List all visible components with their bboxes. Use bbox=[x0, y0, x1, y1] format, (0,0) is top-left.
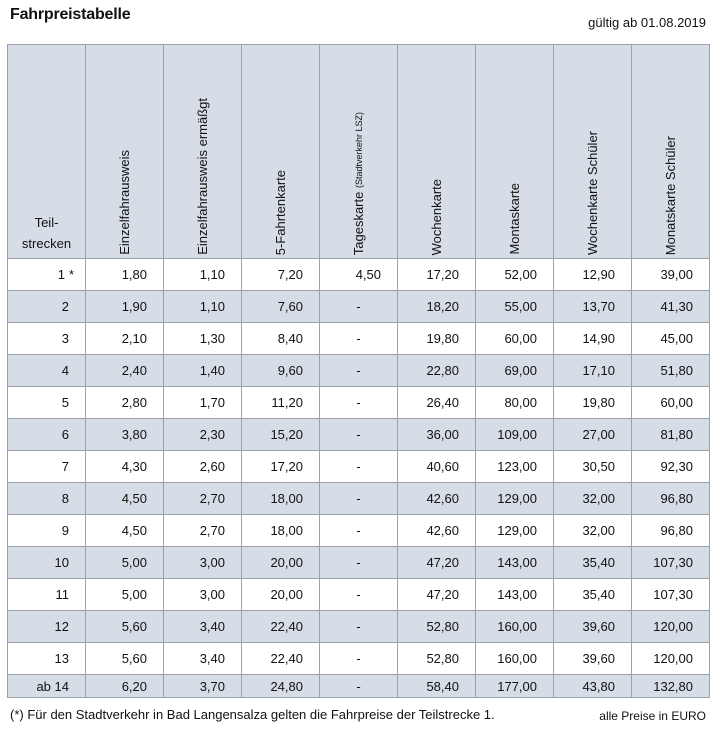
teilstrecke-cell bbox=[8, 547, 86, 579]
price-cell: 27,00 bbox=[554, 419, 632, 451]
teilstrecke-cell bbox=[8, 291, 86, 323]
column-header-montaskarte bbox=[476, 45, 554, 259]
price-cell: 3,00 bbox=[164, 547, 242, 579]
price-cell: 42,60 bbox=[398, 483, 476, 515]
price-cell: 5,00 bbox=[86, 579, 164, 611]
price-cell: 39,00 bbox=[632, 259, 710, 291]
teilstrecke-cell bbox=[8, 515, 86, 547]
column-header-wochenkarte bbox=[398, 45, 476, 259]
price-cell: 26,40 bbox=[398, 387, 476, 419]
price-cell: 3,70 bbox=[164, 675, 242, 698]
price-cell: 5,60 bbox=[86, 611, 164, 643]
price-cell: 96,80 bbox=[632, 483, 710, 515]
price-cell: 8,40 bbox=[242, 323, 320, 355]
price-cell: 1,10 bbox=[164, 291, 242, 323]
price-cell: 3,00 bbox=[164, 579, 242, 611]
teil-header-line1: Teil- bbox=[34, 215, 59, 230]
price-cell: 2,10 bbox=[86, 323, 164, 355]
teilstrecke-cell bbox=[8, 451, 86, 483]
teilstrecke-cell bbox=[8, 643, 86, 675]
column-header-5-fahrtenkarte bbox=[242, 45, 320, 259]
teilstrecke-cell bbox=[8, 675, 86, 698]
teilstrecke-value: 13 bbox=[54, 651, 69, 666]
price-cell: 18,20 bbox=[398, 291, 476, 323]
price-cell: 17,10 bbox=[554, 355, 632, 387]
price-cell: 107,30 bbox=[632, 579, 710, 611]
price-cell: 22,40 bbox=[242, 643, 320, 675]
teilstrecke-value: 2 bbox=[61, 299, 69, 314]
teilstrecke-cell: 1 * bbox=[8, 259, 86, 291]
table-row bbox=[8, 355, 710, 387]
price-cell: 40,60 bbox=[398, 451, 476, 483]
price-cell: 19,80 bbox=[554, 387, 632, 419]
price-cell: 30,50 bbox=[554, 451, 632, 483]
price-cell: 22,80 bbox=[398, 355, 476, 387]
price-cell: 18,00 bbox=[242, 515, 320, 547]
price-cell: 2,80 bbox=[86, 387, 164, 419]
price-cell: 35,40 bbox=[554, 547, 632, 579]
price-cell: 80,00 bbox=[476, 387, 554, 419]
teilstrecke-value: 4 bbox=[61, 363, 69, 378]
fare-table-body bbox=[8, 259, 710, 698]
price-cell: 55,00 bbox=[476, 291, 554, 323]
price-cell: 24,80 bbox=[242, 675, 320, 698]
price-cell: 32,00 bbox=[554, 515, 632, 547]
teilstrecke-cell bbox=[8, 611, 86, 643]
column-header-einzelfahrausweis-ermaessigt bbox=[164, 45, 242, 259]
price-cell: 52,00 bbox=[476, 259, 554, 291]
currency-note: alle Preise in EURO bbox=[599, 709, 706, 723]
price-cell: 39,60 bbox=[554, 611, 632, 643]
price-cell: - bbox=[320, 515, 398, 547]
price-cell: 120,00 bbox=[632, 611, 710, 643]
column-header-label: Wochenkarte Schüler bbox=[585, 130, 600, 255]
table-row bbox=[8, 675, 710, 698]
price-cell: - bbox=[320, 355, 398, 387]
table-header-row bbox=[8, 45, 710, 259]
table-row bbox=[8, 259, 710, 291]
price-cell: 20,00 bbox=[242, 579, 320, 611]
table-row bbox=[8, 387, 710, 419]
price-cell: 41,30 bbox=[632, 291, 710, 323]
price-cell: 42,60 bbox=[398, 515, 476, 547]
price-cell: 177,00 bbox=[476, 675, 554, 698]
column-header-wochenkarte-schueler bbox=[554, 45, 632, 259]
price-cell: 1,10 bbox=[164, 259, 242, 291]
price-cell: 81,80 bbox=[632, 419, 710, 451]
column-header-monatskarte-schueler bbox=[632, 45, 710, 259]
table-row bbox=[8, 451, 710, 483]
footnote: (*) Für den Stadtverkehr in Bad Langensalza gelten die Fahrpreise der Teilstrecke 1. bbox=[10, 707, 495, 722]
price-cell: 47,20 bbox=[398, 547, 476, 579]
price-cell: - bbox=[320, 323, 398, 355]
table-row bbox=[8, 483, 710, 515]
price-cell: 123,00 bbox=[476, 451, 554, 483]
price-cell: 4,30 bbox=[86, 451, 164, 483]
price-cell: 96,80 bbox=[632, 515, 710, 547]
price-cell: 60,00 bbox=[476, 323, 554, 355]
price-cell: 52,80 bbox=[398, 611, 476, 643]
price-cell: 3,40 bbox=[164, 643, 242, 675]
table-row bbox=[8, 515, 710, 547]
price-cell: 2,70 bbox=[164, 515, 242, 547]
price-cell: 14,90 bbox=[554, 323, 632, 355]
price-cell: 17,20 bbox=[242, 451, 320, 483]
teilstrecke-value: 5 bbox=[61, 395, 69, 410]
table-row bbox=[8, 547, 710, 579]
table-row bbox=[8, 323, 710, 355]
price-cell: 1,90 bbox=[86, 291, 164, 323]
table-row bbox=[8, 291, 710, 323]
price-cell: 2,60 bbox=[164, 451, 242, 483]
teilstrecke-value: 12 bbox=[54, 619, 69, 634]
price-cell: - bbox=[320, 611, 398, 643]
column-header-sublabel: (Stadtverkehr LSZ) bbox=[354, 111, 364, 188]
teilstrecke-value: 10 bbox=[54, 555, 69, 570]
price-cell: 32,00 bbox=[554, 483, 632, 515]
column-header-label: Monatskarte Schüler bbox=[663, 135, 678, 255]
table-row bbox=[8, 611, 710, 643]
table-row bbox=[8, 579, 710, 611]
price-cell: 143,00 bbox=[476, 579, 554, 611]
teilstrecke-value: ab 14 bbox=[36, 678, 69, 694]
page-title: Fahrpreistabelle bbox=[10, 6, 131, 23]
price-cell: 19,80 bbox=[398, 323, 476, 355]
price-cell: 92,30 bbox=[632, 451, 710, 483]
price-cell: 11,20 bbox=[242, 387, 320, 419]
teilstrecke-cell bbox=[8, 483, 86, 515]
price-cell: 4,50 bbox=[86, 483, 164, 515]
price-cell: - bbox=[320, 547, 398, 579]
column-header-label: Wochenkarte bbox=[429, 178, 444, 255]
price-cell: 22,40 bbox=[242, 611, 320, 643]
price-cell: 36,00 bbox=[398, 419, 476, 451]
price-cell: - bbox=[320, 419, 398, 451]
price-cell: - bbox=[320, 643, 398, 675]
price-cell: 1,80 bbox=[86, 259, 164, 291]
teilstrecke-value: 7 bbox=[61, 459, 69, 474]
price-cell: 4,50 bbox=[86, 515, 164, 547]
column-header-label: Tageskarte bbox=[351, 191, 366, 255]
price-cell: 58,40 bbox=[398, 675, 476, 698]
price-cell: - bbox=[320, 291, 398, 323]
column-header-teilstrecken bbox=[8, 45, 86, 259]
valid-from-date: gültig ab 01.08.2019 bbox=[588, 15, 706, 30]
teil-header-line2: strecken bbox=[21, 236, 72, 251]
price-cell: 5,60 bbox=[86, 643, 164, 675]
price-cell: 20,00 bbox=[242, 547, 320, 579]
price-cell: 4,50 bbox=[320, 259, 398, 291]
teilstrecke-value: 1 bbox=[57, 267, 65, 282]
price-cell: 18,00 bbox=[242, 483, 320, 515]
price-cell: 7,20 bbox=[242, 259, 320, 291]
table-row bbox=[8, 643, 710, 675]
price-cell: 160,00 bbox=[476, 643, 554, 675]
price-cell: 15,20 bbox=[242, 419, 320, 451]
price-cell: 39,60 bbox=[554, 643, 632, 675]
teilstrecke-value: 3 bbox=[61, 331, 69, 346]
price-cell: - bbox=[320, 579, 398, 611]
price-cell: 13,70 bbox=[554, 291, 632, 323]
price-cell: 160,00 bbox=[476, 611, 554, 643]
column-header-label: 5-Fahrtenkarte bbox=[273, 169, 288, 255]
price-cell: 1,40 bbox=[164, 355, 242, 387]
price-cell: 51,80 bbox=[632, 355, 710, 387]
column-header-label: Einzelfahrausweis bbox=[117, 150, 132, 255]
teilstrecke-cell bbox=[8, 355, 86, 387]
price-cell: 52,80 bbox=[398, 643, 476, 675]
price-cell: 9,60 bbox=[242, 355, 320, 387]
price-cell: 35,40 bbox=[554, 579, 632, 611]
price-cell: 129,00 bbox=[476, 483, 554, 515]
price-cell: 3,80 bbox=[86, 419, 164, 451]
price-cell: - bbox=[320, 451, 398, 483]
teilstrecke-value: 11 bbox=[55, 587, 69, 602]
price-cell: 1,70 bbox=[164, 387, 242, 419]
teilstrecke-cell bbox=[8, 387, 86, 419]
price-cell: 69,00 bbox=[476, 355, 554, 387]
price-cell: 47,20 bbox=[398, 579, 476, 611]
column-header-label: Montaskarte bbox=[507, 183, 522, 255]
price-cell: 45,00 bbox=[632, 323, 710, 355]
price-cell: 2,40 bbox=[86, 355, 164, 387]
table-row bbox=[8, 419, 710, 451]
price-cell: - bbox=[320, 483, 398, 515]
price-cell: 2,30 bbox=[164, 419, 242, 451]
price-cell: 109,00 bbox=[476, 419, 554, 451]
price-cell: 2,70 bbox=[164, 483, 242, 515]
price-cell: 143,00 bbox=[476, 547, 554, 579]
teilstrecke-cell bbox=[8, 579, 86, 611]
price-cell: 107,30 bbox=[632, 547, 710, 579]
price-cell: 17,20 bbox=[398, 259, 476, 291]
price-cell: - bbox=[320, 675, 398, 698]
price-cell: 132,80 bbox=[632, 675, 710, 698]
column-header-einzelfahrausweis bbox=[86, 45, 164, 259]
teilstrecke-value: 6 bbox=[61, 427, 69, 442]
price-cell: 7,60 bbox=[242, 291, 320, 323]
price-cell: 120,00 bbox=[632, 643, 710, 675]
column-header-label: Einzelfahrausweis ermäßgt bbox=[195, 98, 210, 255]
column-header-tageskarte bbox=[320, 45, 398, 259]
price-cell: 3,40 bbox=[164, 611, 242, 643]
fare-table bbox=[7, 44, 710, 698]
price-cell: 12,90 bbox=[554, 259, 632, 291]
price-cell: 1,30 bbox=[164, 323, 242, 355]
price-cell: 43,80 bbox=[554, 675, 632, 698]
price-cell: 60,00 bbox=[632, 387, 710, 419]
price-cell: 129,00 bbox=[476, 515, 554, 547]
teilstrecke-value: 9 bbox=[61, 523, 69, 538]
price-cell: - bbox=[320, 387, 398, 419]
teilstrecke-value: 8 bbox=[61, 491, 69, 506]
teilstrecke-cell bbox=[8, 419, 86, 451]
price-cell: 5,00 bbox=[86, 547, 164, 579]
teilstrecke-cell bbox=[8, 323, 86, 355]
price-cell: 6,20 bbox=[86, 675, 164, 698]
